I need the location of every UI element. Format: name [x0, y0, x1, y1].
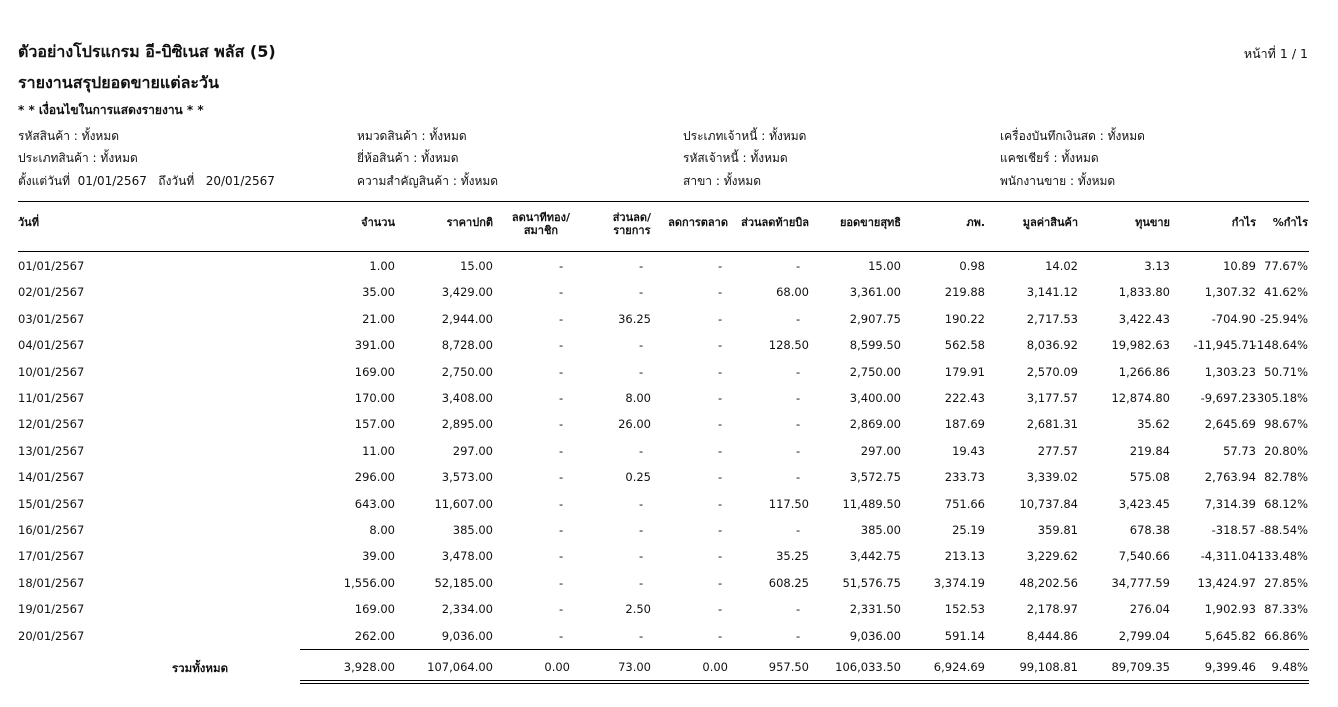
cell-member-disc: - [559, 311, 564, 326]
cell-profit-pct: 50.71% [1264, 364, 1308, 379]
cell-mkt-disc: - [718, 575, 723, 590]
cell-profit: -11,945.71 [1193, 338, 1256, 353]
cell-profit-pct: -148.64% [1252, 338, 1308, 353]
cell-date: 17/01/2567 [18, 549, 85, 564]
cell-date: 11/01/2567 [18, 391, 85, 405]
cell-mkt-disc: - [718, 523, 723, 537]
cell-item-disc: 36.25 [618, 311, 651, 326]
cell-cost: 276.04 [1129, 602, 1170, 617]
cell-item-disc: - [639, 523, 644, 537]
cell-vat: 591.14 [944, 628, 985, 643]
cell-bill-disc: 117.50 [768, 496, 809, 511]
cell-mkt-disc: - [718, 338, 723, 353]
cell-qty: 157.00 [354, 417, 395, 432]
cell-member-disc: - [559, 523, 564, 537]
criteria-date-range: ตั้งแต่วันที่ 01/01/2567 ถึงวันที่ 20/01/2567 [18, 174, 275, 188]
cell-mkt-disc: - [718, 602, 723, 617]
cell-profit: 2,763.94 [1204, 470, 1256, 485]
cell-profit-pct: 41.62% [1264, 285, 1308, 300]
cell-cost: 219.84 [1129, 443, 1170, 458]
cell-qty: 21.00 [362, 311, 395, 326]
criteria-cashier: แคชเชียร์ : ทั้งหมด [1000, 151, 1099, 165]
cell-cost: 2,799.04 [1118, 628, 1170, 643]
cell-member-disc: - [559, 470, 564, 485]
cell-profit-pct: -25.94% [1260, 311, 1308, 326]
cell-vat: 190.22 [944, 311, 985, 326]
cell-date: 18/01/2567 [18, 575, 85, 590]
cell-member-disc: - [559, 338, 564, 353]
cell-mkt-disc: - [718, 285, 723, 300]
cell-normal-price: 297.00 [452, 443, 493, 458]
cell-profit: 13,424.97 [1197, 575, 1256, 590]
cell-normal-price: 3,429.00 [441, 285, 493, 300]
cell-normal-price: 2,334.00 [441, 602, 493, 617]
criteria-branch: สาขา : ทั้งหมด [683, 174, 762, 188]
page-separator: / [1291, 46, 1297, 61]
cell-cost: 3,422.43 [1118, 311, 1170, 326]
cell-bill-disc: 608.25 [768, 575, 809, 590]
cell-bill-disc: 68.00 [776, 285, 809, 300]
header-bottom-rule [18, 251, 1309, 252]
cell-profit: 2,645.69 [1204, 417, 1256, 432]
cell-goods-value: 359.81 [1037, 523, 1078, 537]
cell-cost: 7,540.66 [1118, 549, 1170, 564]
cell-member-disc: - [559, 443, 564, 458]
cell-net-sales: 297.00 [860, 443, 901, 458]
page-number [1244, 44, 1308, 64]
table-row [0, 575, 1338, 601]
cell-normal-price: 3,408.00 [441, 391, 493, 405]
cell-profit: -9,697.23 [1200, 391, 1256, 405]
total-cost: 89,709.35 [1111, 660, 1170, 674]
report-title: รายงานสรุปยอดขายแต่ละวัน [18, 73, 219, 92]
cell-date: 03/01/2567 [18, 311, 85, 326]
column-header-qty: จำนวน [361, 216, 395, 229]
cell-date: 19/01/2567 [18, 602, 85, 617]
cell-item-disc: 0.25 [625, 470, 651, 485]
cell-profit-pct: 66.86% [1264, 628, 1308, 643]
cell-profit-pct: 82.78% [1264, 470, 1308, 485]
cell-goods-value: 2,681.31 [1026, 417, 1078, 432]
table-row [0, 390, 1338, 416]
cell-bill-disc: - [796, 259, 801, 273]
column-header-cost: ทุนขาย [1135, 216, 1170, 229]
cell-member-disc: - [559, 575, 564, 590]
cell-member-disc: - [559, 549, 564, 564]
cell-cost: 1,266.86 [1118, 364, 1170, 379]
criteria-cash-register: เครื่องบันทึกเงินสด : ทั้งหมด [1000, 129, 1145, 143]
page-current: 1 [1279, 46, 1288, 61]
total-bottom-rule-1 [300, 680, 1309, 681]
criteria-importance: ความสำคัญสินค้า : ทั้งหมด [357, 174, 499, 188]
header-top-rule [18, 201, 1309, 202]
cell-goods-value: 10,737.84 [1019, 496, 1078, 511]
cell-member-disc: - [559, 259, 564, 273]
cell-profit-pct: -305.18% [1252, 391, 1308, 405]
cell-profit: 57.73 [1223, 443, 1256, 458]
page-total: 1 [1300, 46, 1308, 61]
cell-qty: 391.00 [354, 338, 395, 353]
column-header-profit-pct: %กำไร [1272, 216, 1308, 229]
cell-vat: 562.58 [944, 338, 985, 353]
cell-date: 16/01/2567 [18, 523, 85, 537]
cell-qty: 170.00 [354, 391, 395, 405]
total-profit-pct: 9.48% [1271, 660, 1308, 674]
cell-bill-disc: - [796, 628, 801, 643]
cell-goods-value: 8,036.92 [1026, 338, 1078, 353]
cell-profit: 5,645.82 [1204, 628, 1256, 643]
cell-goods-value: 3,339.02 [1026, 470, 1078, 485]
cell-qty: 11.00 [362, 443, 395, 458]
cell-profit-pct: -88.54% [1260, 523, 1308, 537]
total-item-disc: 73.00 [618, 660, 651, 674]
cell-cost: 19,982.63 [1111, 338, 1170, 353]
cell-net-sales: 2,750.00 [849, 364, 901, 379]
cell-qty: 296.00 [354, 470, 395, 485]
criteria-creditor-code: รหัสเจ้าหนี้ : ทั้งหมด [683, 151, 788, 165]
cell-profit: -318.57 [1211, 523, 1256, 537]
page-label: หน้าที่ [1243, 46, 1276, 61]
cell-goods-value: 3,177.57 [1026, 391, 1078, 405]
cell-net-sales: 385.00 [860, 523, 901, 537]
column-header-normal-price: ราคาปกติ [446, 216, 493, 229]
cell-cost: 678.38 [1129, 523, 1170, 537]
cell-cost: 1,833.80 [1118, 285, 1170, 300]
total-bottom-rule-2 [300, 683, 1309, 684]
cell-date: 02/01/2567 [18, 285, 85, 300]
cell-profit-pct: 77.67% [1264, 259, 1308, 273]
cell-normal-price: 2,750.00 [441, 364, 493, 379]
table-row [0, 311, 1338, 337]
column-header-goods-value: มูลค่าสินค้า [1022, 216, 1078, 229]
cell-goods-value: 48,202.56 [1019, 575, 1078, 590]
column-header-profit: กำไร [1231, 216, 1256, 229]
cell-mkt-disc: - [718, 259, 723, 273]
cell-bill-disc: - [796, 417, 801, 432]
cell-vat: 219.88 [944, 285, 985, 300]
cell-profit: -704.90 [1211, 311, 1256, 326]
cell-vat: 222.43 [944, 391, 985, 405]
cell-goods-value: 3,141.12 [1026, 285, 1078, 300]
cell-goods-value: 2,717.53 [1026, 311, 1078, 326]
table-row [0, 443, 1338, 469]
cell-bill-disc: - [796, 523, 801, 537]
cell-profit: 10.89 [1223, 259, 1256, 273]
cell-item-disc: - [639, 575, 644, 590]
cell-member-disc: - [559, 628, 564, 643]
cell-date: 12/01/2567 [18, 417, 85, 432]
cell-member-disc: - [559, 391, 564, 405]
cell-goods-value: 8,444.86 [1026, 628, 1078, 643]
cell-profit-pct: 98.67% [1264, 417, 1308, 432]
cell-net-sales: 2,331.50 [849, 602, 901, 617]
column-header-date: วันที่ [18, 216, 39, 229]
cell-net-sales: 9,036.00 [849, 628, 901, 643]
cell-bill-disc: - [796, 311, 801, 326]
column-header-vat: ภพ. [966, 216, 985, 229]
cell-cost: 3,423.45 [1118, 496, 1170, 511]
cell-bill-disc: - [796, 443, 801, 458]
criteria-salesperson: พนักงานขาย : ทั้งหมด [1000, 174, 1116, 188]
cell-member-disc: - [559, 285, 564, 300]
cell-vat: 0.98 [959, 259, 985, 273]
cell-date: 01/01/2567 [18, 259, 85, 273]
criteria-category: หมวดสินค้า : ทั้งหมด [357, 129, 467, 143]
cell-normal-price: 2,944.00 [441, 311, 493, 326]
cell-cost: 34,777.59 [1111, 575, 1170, 590]
criteria-product-code: รหัสสินค้า : ทั้งหมด [18, 129, 120, 143]
criteria-brand: ยี่ห้อสินค้า : ทั้งหมด [357, 151, 459, 165]
cell-normal-price: 11,607.00 [434, 496, 493, 511]
cell-mkt-disc: - [718, 311, 723, 326]
criteria-product-type: ประเภทสินค้า : ทั้งหมด [18, 151, 138, 165]
cell-cost: 3.13 [1144, 259, 1170, 273]
cell-goods-value: 277.57 [1037, 443, 1078, 458]
cell-vat: 751.66 [944, 496, 985, 511]
table-row [0, 522, 1338, 548]
cell-qty: 262.00 [354, 628, 395, 643]
cell-net-sales: 11,489.50 [842, 496, 901, 511]
column-header-bill-disc: ส่วนลดท้ายบิล [741, 216, 809, 229]
cell-profit: -4,311.04 [1200, 549, 1256, 564]
column-header-mkt-disc: ลดการตลาด [668, 216, 728, 229]
cell-goods-value: 2,570.09 [1026, 364, 1078, 379]
cell-vat: 213.13 [944, 549, 985, 564]
cell-date: 20/01/2567 [18, 628, 85, 643]
table-row [0, 337, 1338, 363]
cell-item-disc: - [639, 496, 644, 511]
cell-net-sales: 3,572.75 [849, 470, 901, 485]
cell-item-disc: - [639, 364, 644, 379]
cell-net-sales: 2,907.75 [849, 311, 901, 326]
table-row [0, 416, 1338, 442]
cell-bill-disc: 35.25 [776, 549, 809, 564]
cell-cost: 575.08 [1129, 470, 1170, 485]
cell-goods-value: 2,178.97 [1026, 602, 1078, 617]
cell-member-disc: - [559, 496, 564, 511]
cell-vat: 152.53 [944, 602, 985, 617]
cell-vat: 25.19 [952, 523, 985, 537]
table-row [0, 601, 1338, 627]
total-bill-disc: 957.50 [768, 660, 809, 674]
cell-normal-price: 52,185.00 [434, 575, 493, 590]
cell-vat: 19.43 [952, 443, 985, 458]
total-qty: 3,928.00 [343, 660, 395, 674]
table-row [0, 258, 1338, 284]
company-name: ตัวอย่างโปรแกรม อี-บิซิเนส พลัส (5) [18, 42, 276, 61]
cell-profit-pct: 87.33% [1264, 602, 1308, 617]
cell-mkt-disc: - [718, 417, 723, 432]
cell-member-disc: - [559, 417, 564, 432]
cell-profit: 1,902.93 [1204, 602, 1256, 617]
cell-qty: 169.00 [354, 364, 395, 379]
cell-mkt-disc: - [718, 470, 723, 485]
cell-qty: 39.00 [362, 549, 395, 564]
table-row [0, 284, 1338, 310]
cell-mkt-disc: - [718, 443, 723, 458]
cell-mkt-disc: - [718, 628, 723, 643]
cell-profit-pct: 20.80% [1264, 443, 1308, 458]
cell-qty: 35.00 [362, 285, 395, 300]
cell-bill-disc: - [796, 602, 801, 617]
cell-date: 10/01/2567 [18, 364, 85, 379]
cell-mkt-disc: - [718, 364, 723, 379]
cell-date: 15/01/2567 [18, 496, 85, 511]
cell-mkt-disc: - [718, 549, 723, 564]
cell-qty: 1.00 [369, 259, 395, 273]
condition-heading: * * เงื่อนไขในการแสดงรายงาน * * [18, 103, 204, 117]
cell-net-sales: 51,576.75 [842, 575, 901, 590]
cell-normal-price: 385.00 [452, 523, 493, 537]
cell-bill-disc: - [796, 470, 801, 485]
cell-qty: 169.00 [354, 602, 395, 617]
cell-goods-value: 14.02 [1045, 259, 1078, 273]
cell-net-sales: 3,361.00 [849, 285, 901, 300]
total-goods-value: 99,108.81 [1019, 660, 1078, 674]
cell-bill-disc: - [796, 364, 801, 379]
cell-item-disc: - [639, 443, 644, 458]
cell-net-sales: 2,869.00 [849, 417, 901, 432]
cell-member-disc: - [559, 602, 564, 617]
column-header-item-disc: ส่วนลด/ รายการ [612, 211, 651, 237]
cell-goods-value: 3,229.62 [1026, 549, 1078, 564]
cell-member-disc: - [559, 364, 564, 379]
total-top-rule [300, 649, 1309, 650]
cell-profit: 7,314.39 [1204, 496, 1256, 511]
total-vat: 6,924.69 [933, 660, 985, 674]
cell-vat: 187.69 [944, 417, 985, 432]
cell-profit-pct: 68.12% [1264, 496, 1308, 511]
table-row [0, 364, 1338, 390]
cell-profit: 1,303.23 [1204, 364, 1256, 379]
cell-vat: 179.91 [944, 364, 985, 379]
cell-item-disc: - [639, 338, 644, 353]
cell-item-disc: - [639, 549, 644, 564]
column-header-net-sales: ยอดขายสุทธิ [839, 216, 901, 229]
cell-normal-price: 2,895.00 [441, 417, 493, 432]
cell-profit-pct: -133.48% [1252, 549, 1308, 564]
column-header-member-disc: ลดนาทีทอง/ สมาชิก [511, 211, 570, 237]
cell-vat: 233.73 [944, 470, 985, 485]
cell-net-sales: 3,442.75 [849, 549, 901, 564]
cell-bill-disc: - [796, 391, 801, 405]
cell-normal-price: 3,573.00 [441, 470, 493, 485]
total-profit: 9,399.46 [1204, 660, 1256, 674]
table-row [0, 548, 1338, 574]
cell-mkt-disc: - [718, 496, 723, 511]
cell-cost: 12,874.80 [1111, 391, 1170, 405]
criteria-creditor-type: ประเภทเจ้าหนี้ : ทั้งหมด [683, 129, 807, 143]
total-mkt-disc: 0.00 [702, 660, 728, 674]
cell-cost: 35.62 [1137, 417, 1170, 432]
cell-item-disc: - [639, 285, 644, 300]
cell-net-sales: 3,400.00 [849, 391, 901, 405]
cell-item-disc: 8.00 [625, 391, 651, 405]
total-net-sales: 106,033.50 [835, 660, 901, 674]
cell-net-sales: 8,599.50 [849, 338, 901, 353]
cell-normal-price: 9,036.00 [441, 628, 493, 643]
table-row [0, 469, 1338, 495]
cell-date: 13/01/2567 [18, 443, 85, 458]
cell-qty: 1,556.00 [343, 575, 395, 590]
cell-qty: 8.00 [369, 523, 395, 537]
cell-profit: 1,307.32 [1204, 285, 1256, 300]
cell-item-disc: - [639, 259, 644, 273]
cell-bill-disc: 128.50 [768, 338, 809, 353]
total-normal-price: 107,064.00 [427, 660, 493, 674]
cell-normal-price: 3,478.00 [441, 549, 493, 564]
table-row [0, 496, 1338, 522]
cell-qty: 643.00 [354, 496, 395, 511]
cell-normal-price: 8,728.00 [441, 338, 493, 353]
cell-item-disc: 2.50 [625, 602, 651, 617]
cell-item-disc: 26.00 [618, 417, 651, 432]
cell-item-disc: - [639, 628, 644, 643]
cell-normal-price: 15.00 [460, 259, 493, 273]
total-label: รวมทั้งหมด [172, 661, 229, 675]
cell-date: 04/01/2567 [18, 338, 85, 353]
cell-date: 14/01/2567 [18, 470, 85, 485]
cell-mkt-disc: - [718, 391, 723, 405]
cell-profit-pct: 27.85% [1264, 575, 1308, 590]
total-member-disc: 0.00 [544, 660, 570, 674]
cell-vat: 3,374.19 [933, 575, 985, 590]
cell-net-sales: 15.00 [868, 259, 901, 273]
